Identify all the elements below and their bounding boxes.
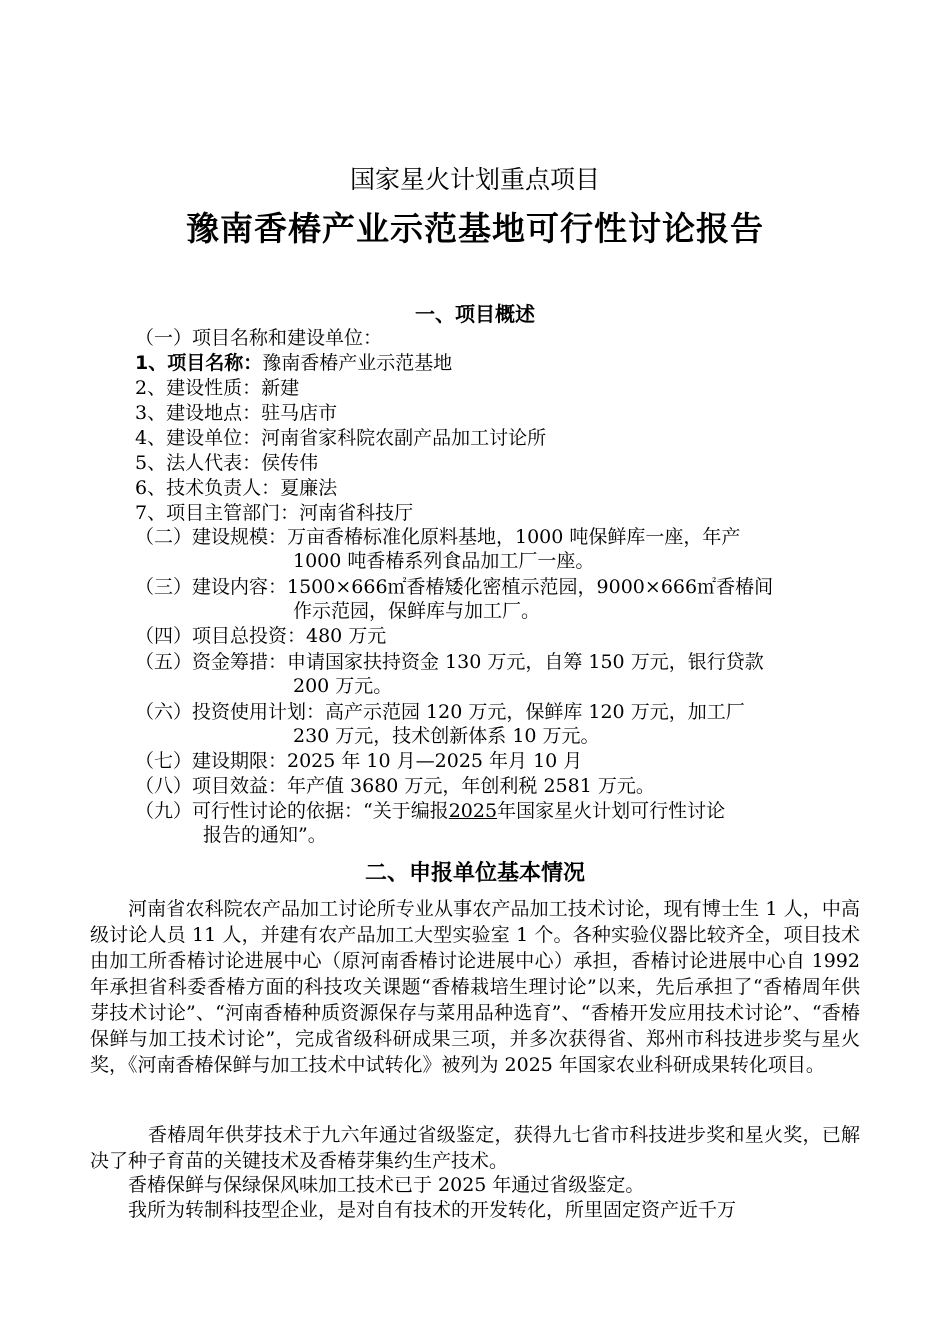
- funding-line-1: （五）资金筹措：申请国家扶持资金 130 万元，自筹 150 万元，银行贷款: [135, 651, 764, 673]
- item-legal-rep: 5、法人代表：侯传伟: [135, 452, 319, 474]
- item-tech-lead: 6、技术负责人：夏廉法: [135, 477, 338, 499]
- item-project-name-value: 豫南香椿产业示范基地: [262, 352, 453, 374]
- paragraph-supply-tech: 香椿周年供芽技术于九六年通过省级鉴定，获得九七省市科技进步奖和星火奖，已解决了种子育苗的关键技术及香椿芽集约生产技术。: [90, 1124, 860, 1172]
- subsection-name-unit: （一）项目名称和建设单位：: [135, 327, 383, 349]
- paragraph-enterprise: 我所为转制科技型企业，是对自有技术的开发转化，所里固定资产近千万: [128, 1199, 737, 1221]
- item-nature: 2、建设性质：新建: [135, 377, 300, 399]
- paragraph-preservation: 香椿保鲜与保绿保风味加工技术已于 2025 年通过省级鉴定。: [128, 1174, 645, 1196]
- section1-heading: 一、项目概述: [415, 302, 535, 326]
- item-project-name: [135, 351, 452, 375]
- total-investment: （四）项目总投资：480 万元: [135, 625, 387, 647]
- scale-line-1: （二）建设规模：万亩香椿标准化原料基地，1000 吨保鲜库一座，年产: [135, 526, 741, 548]
- item-location: 3、建设地点：驻马店市: [135, 402, 338, 424]
- section2-heading: 二、申报单位基本情况: [364, 861, 585, 886]
- item-unit: 4、建设单位：河南省家科院农副产品加工讨论所: [135, 427, 547, 449]
- basis-text-a: （九）可行性讨论的依据：“关于编报: [135, 800, 449, 822]
- basis-year: 2025: [448, 800, 498, 822]
- plan-line-2: 230 万元，技术创新体系 10 万元。: [293, 725, 600, 747]
- content-line-2: 作示范园，保鲜库与加工厂。: [293, 600, 541, 622]
- basis-line-2: 报告的通知”。: [203, 824, 327, 846]
- scale-line-2: 1000 吨香椿系列食品加工厂一座。: [293, 550, 595, 572]
- basis-text-c: 年国家星火计划可行性讨论: [497, 800, 726, 822]
- funding-line-2: 200 万元。: [293, 675, 393, 697]
- item-project-name-label: 1、项目名称：: [135, 352, 263, 374]
- item-authority: 7、项目主管部门：河南省科技厅: [135, 502, 414, 524]
- project-benefit: （八）项目效益：年产值 3680 万元，年创利税 2581 万元。: [135, 775, 655, 797]
- report-title: 豫南香椿产业示范基地可行性讨论报告: [186, 209, 764, 248]
- program-title: 国家星火计划重点项目: [349, 165, 600, 194]
- paragraph-institute: 河南省农科院农产品加工讨论所专业从事农产品加工技术讨论，现有博士生 1 人，中高级讨论人员 11 人，并建有农产品加工大型实验室 1 个。各种实验仪器比较齐全，项目技术由加工所香椿讨论进展中心（原河南香椿讨论进展中心）承担，香椿讨论进展中心自 1992 年承担省科委香椿方面的科技攻关课题“香椿栽培生理讨论”以来，先后承担了“香椿周年供芽技术讨论”、“河南香椿种质资源保存与菜用品种选育”、“香椿开发应用技术讨论”、“香椿保鲜与加工技术讨论”，完成省级科研成果三项，并多次获得省、郑州市科技进步奖与星火奖，《河南香椿保鲜与加工技术中试转化》被列为 2025 年国家农业科研成果转化项目。: [90, 898, 860, 1076]
- content-line-1: （三）建设内容：1500×666㎡香椿矮化密植示范园，9000×666㎡香椿间: [135, 576, 774, 598]
- plan-line-1: （六）投资使用计划：高产示范园 120 万元，保鲜库 120 万元，加工厂: [135, 701, 745, 723]
- basis-line-1: [135, 799, 725, 823]
- construction-period: （七）建设期限：2025 年 10 月—2025 年月 10 月: [135, 750, 583, 772]
